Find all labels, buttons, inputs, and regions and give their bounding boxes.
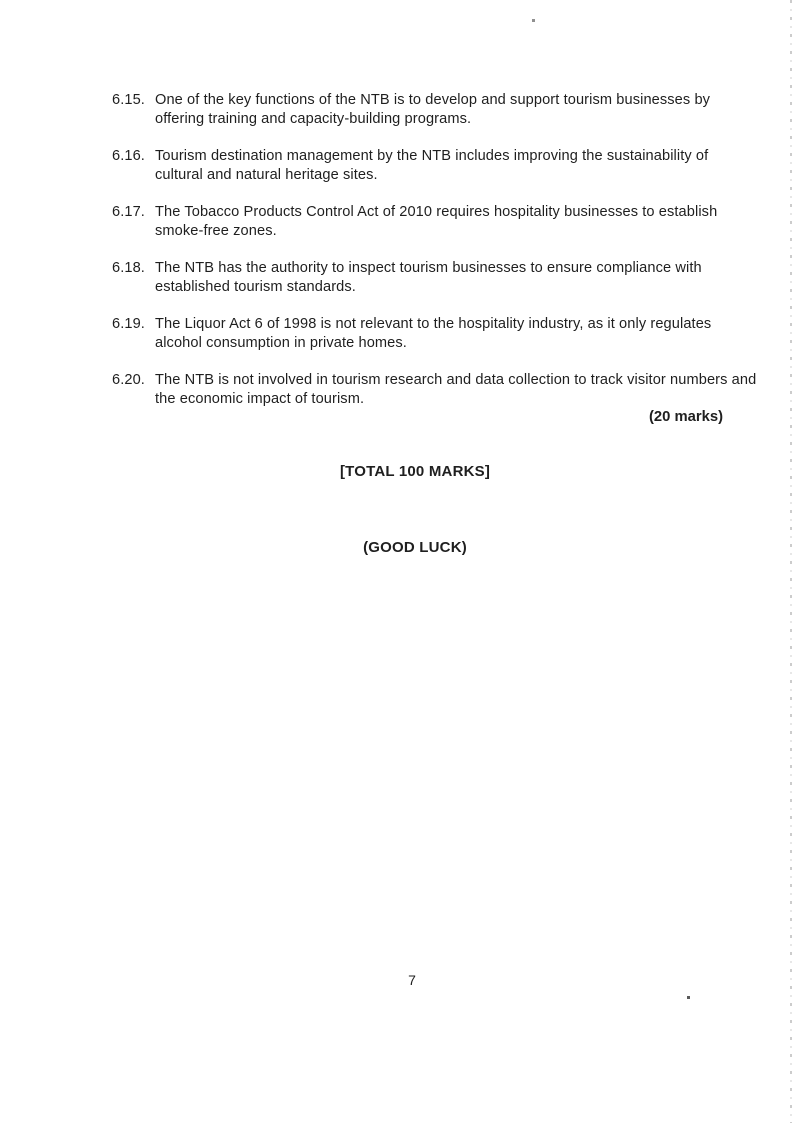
question-text-line: The NTB has the authority to inspect tourism businesses to ensure compliance with <box>155 260 702 277</box>
question-text <box>155 315 730 353</box>
question-text-line: The Tobacco Products Control Act of 2010 requires hospitality businesses to establish <box>155 204 718 221</box>
question-text-line: offering training and capacity-building programs. <box>155 110 472 127</box>
scan-artifact-right-edge <box>790 0 792 1123</box>
question-text-line: smoke-free zones. <box>155 222 277 239</box>
question-text <box>155 203 730 241</box>
question-number: 6.16. <box>112 148 145 165</box>
question-text <box>155 91 730 129</box>
question-number: 6.17. <box>112 204 145 221</box>
question-item-6-15 <box>112 91 730 129</box>
question-number: 6.15. <box>112 92 145 108</box>
question-text-line: The NTB is not involved in tourism research and data collection to track visitor numbers and <box>155 372 757 389</box>
question-item-6-19 <box>112 315 730 353</box>
question-text <box>155 371 756 409</box>
question-number: 6.19. <box>112 316 145 333</box>
question-text <box>155 147 730 185</box>
question-item-6-16 <box>112 147 730 185</box>
question-text-line: Tourism destination management by the NTB includes improving the sustainability of <box>155 148 709 165</box>
question-text-line: One of the key functions of the NTB is to develop and support tourism businesses by <box>155 92 711 108</box>
question-item-6-20 <box>112 371 757 409</box>
question-list <box>112 91 757 428</box>
question-number: 6.18. <box>112 260 145 277</box>
total-marks-note: [TOTAL 100 MARKS] <box>339 463 491 480</box>
question-text-line: the economic impact of tourism. <box>155 391 365 408</box>
question-text-line: alcohol consumption in private homes. <box>155 335 407 352</box>
question-item-6-18 <box>112 259 730 297</box>
scan-artifact-speck <box>532 19 535 22</box>
question-number: 6.20. <box>112 372 145 389</box>
question-text-line: established tourism standards. <box>155 279 356 296</box>
question-text <box>155 259 730 297</box>
question-item-6-17 <box>112 203 730 241</box>
good-luck-note: (GOOD LUCK) <box>363 539 467 556</box>
scan-artifact-speck <box>687 996 690 999</box>
page-number: 7 <box>408 972 416 988</box>
question-text-line: The Liquor Act 6 of 1998 is not relevant to the hospitality industry, as it only regulates <box>155 316 712 333</box>
section-marks-note: (20 marks) <box>648 409 723 425</box>
question-text-line: cultural and natural heritage sites. <box>155 166 378 183</box>
